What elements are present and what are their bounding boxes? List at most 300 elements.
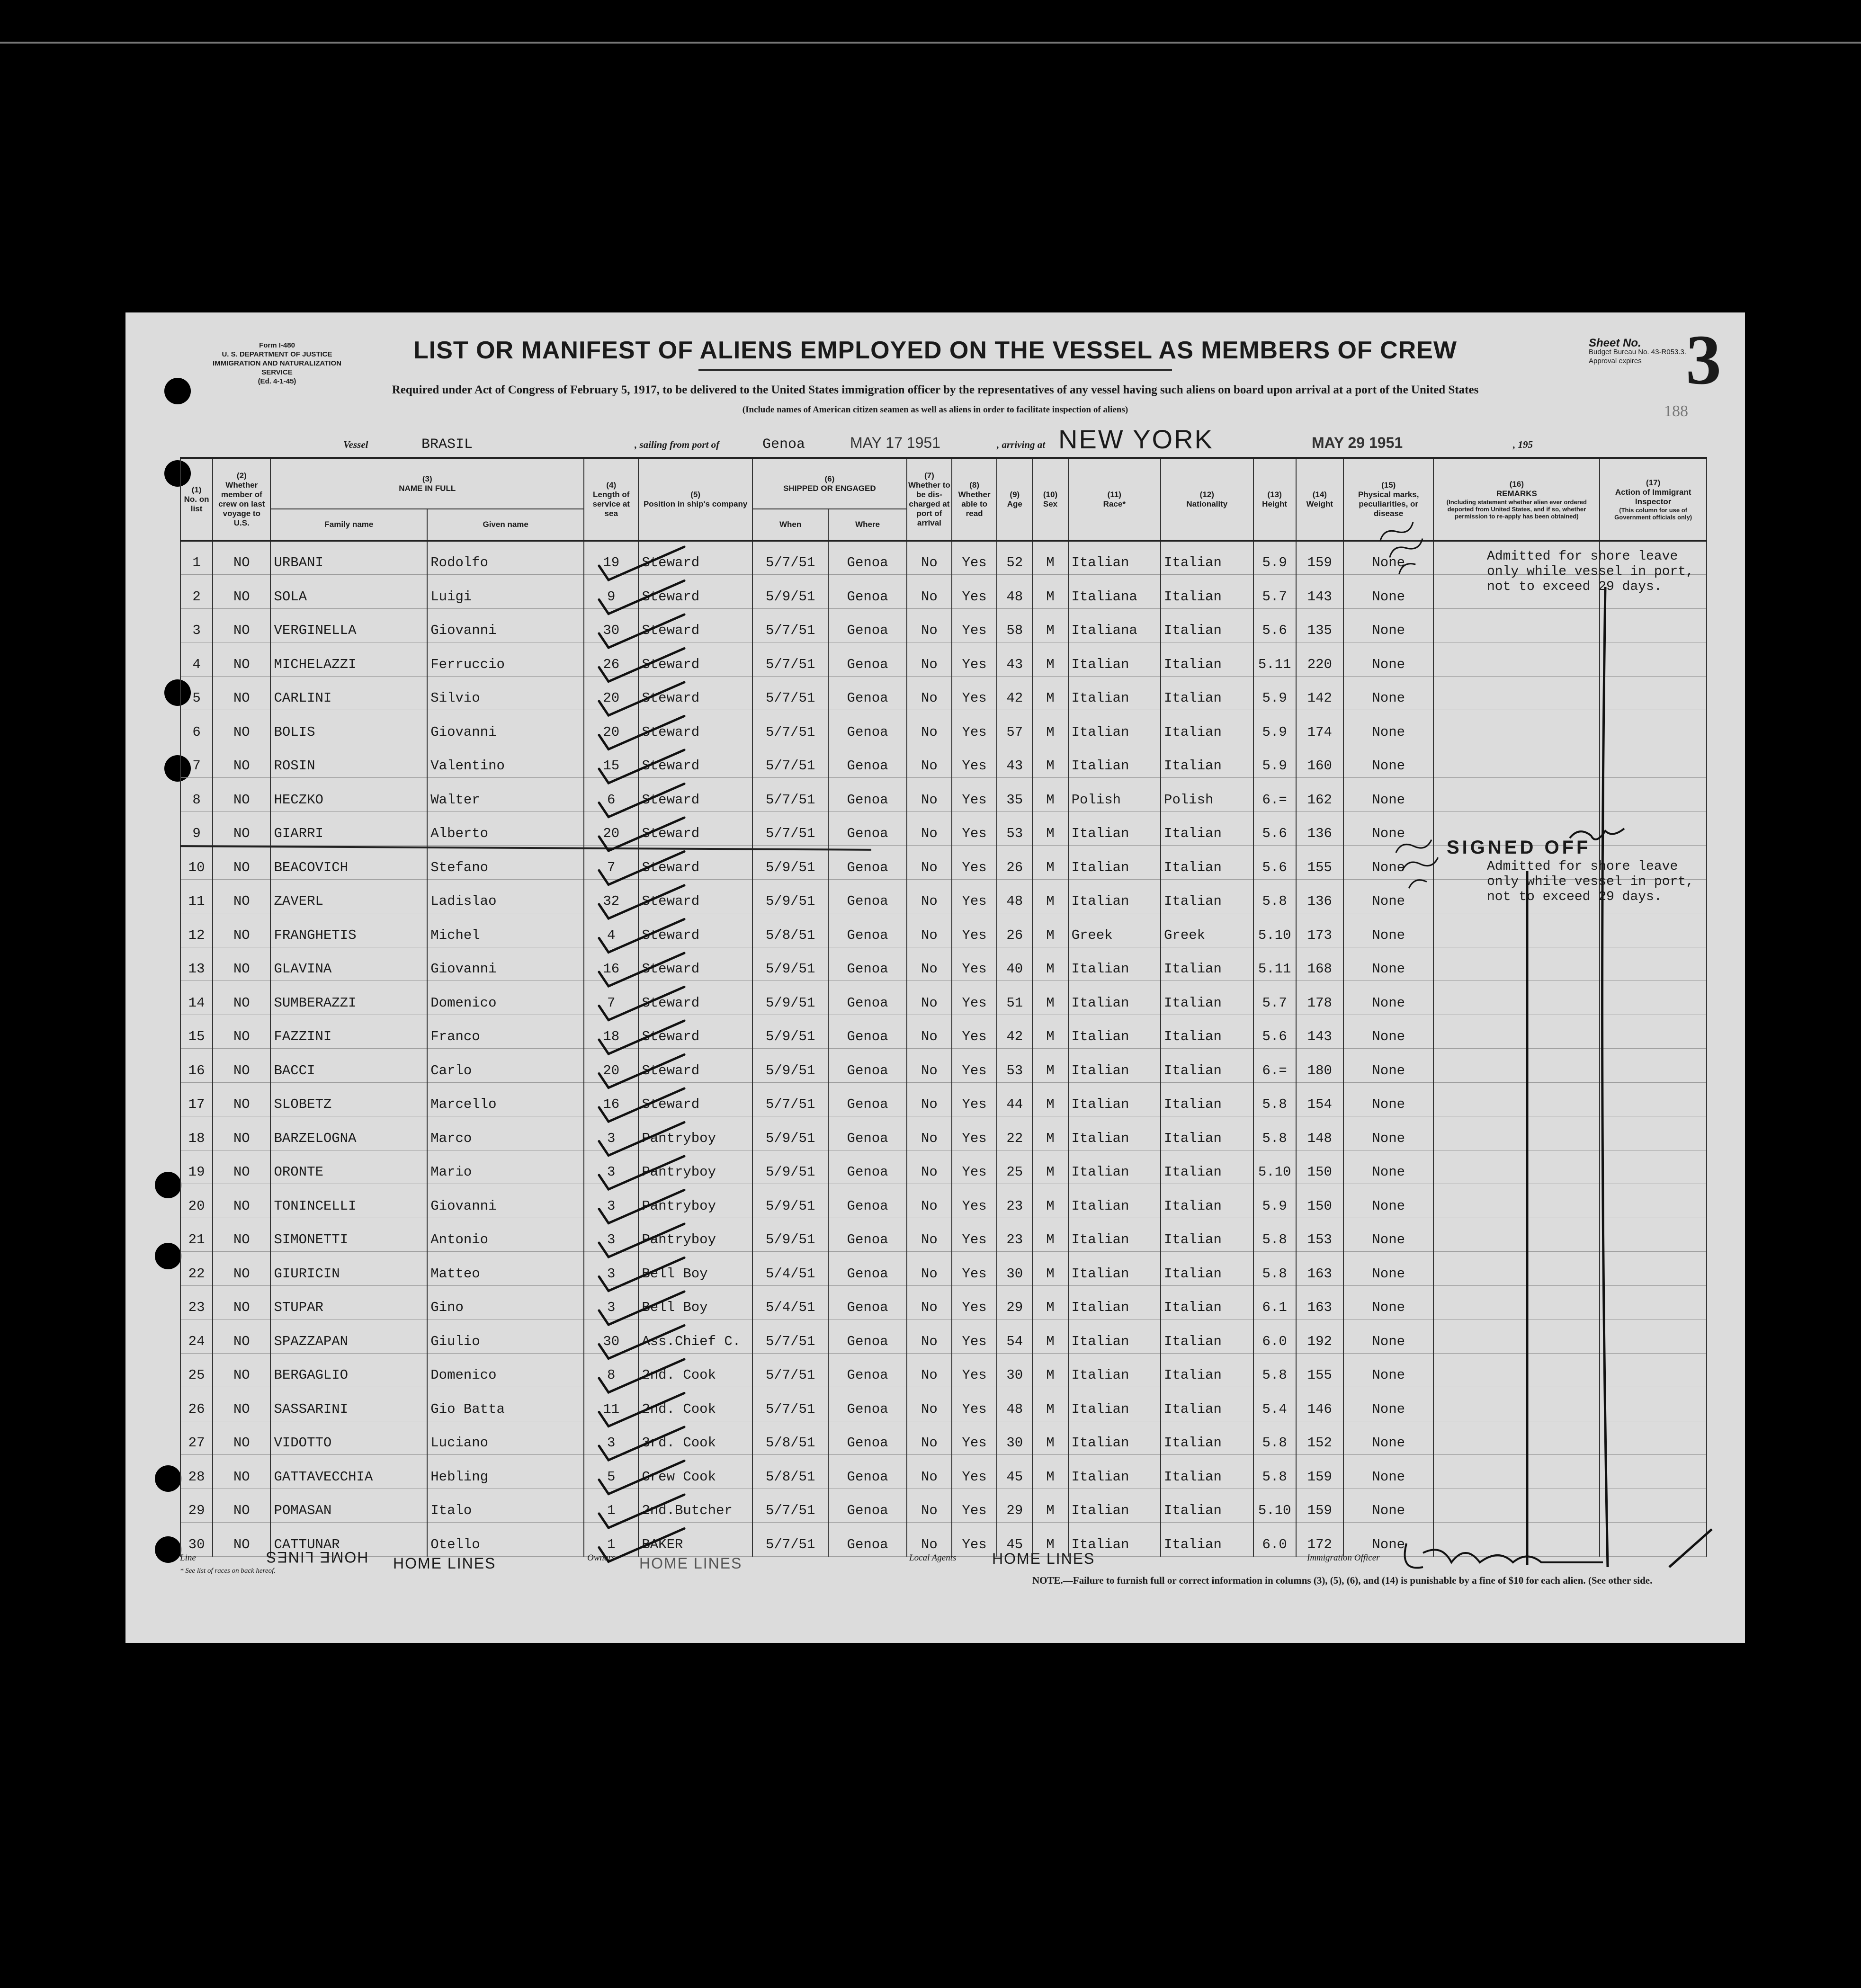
- row-number: 12: [180, 913, 213, 947]
- age: 45: [997, 1455, 1032, 1489]
- physical-marks: None: [1343, 947, 1433, 981]
- age: 53: [997, 811, 1032, 846]
- check-mark: [599, 1393, 684, 1426]
- height: 5.8: [1253, 1082, 1296, 1116]
- position: 2nd. Cook: [638, 1353, 752, 1387]
- row-number: 16: [180, 1049, 213, 1083]
- age: 29: [997, 1285, 1032, 1319]
- sex: M: [1032, 1353, 1068, 1387]
- family-name: BOLIS: [270, 710, 427, 744]
- check-mark: [599, 1021, 684, 1054]
- height: 5.9: [1253, 1184, 1296, 1218]
- shipped-where: Genoa: [828, 710, 906, 744]
- height: 5.7: [1253, 981, 1296, 1015]
- row-number: 9: [180, 811, 213, 846]
- height: 5.9: [1253, 676, 1296, 710]
- family-name: FRANGHETIS: [270, 913, 427, 947]
- shipped-when: 5/9/51: [752, 947, 828, 981]
- shipped-when: 5/9/51: [752, 1015, 828, 1049]
- weight: 153: [1296, 1218, 1343, 1252]
- shipped-where: Genoa: [828, 541, 906, 575]
- position: Steward: [638, 1049, 752, 1083]
- position: Ass.Chief C.: [638, 1319, 752, 1354]
- shipped-when: 5/7/51: [752, 710, 828, 744]
- row-number: 7: [180, 744, 213, 778]
- age: 48: [997, 879, 1032, 913]
- sex: M: [1032, 981, 1068, 1015]
- service-length: 3: [584, 1116, 638, 1150]
- discharged: No: [907, 1523, 952, 1557]
- shipped-when: 5/4/51: [752, 1285, 828, 1319]
- physical-marks: None: [1343, 1184, 1433, 1218]
- height: 5.8: [1253, 879, 1296, 913]
- shipped-where: Genoa: [828, 778, 906, 812]
- check-mark: [599, 1326, 684, 1359]
- check-mark: [599, 716, 684, 749]
- discharged: No: [907, 1015, 952, 1049]
- able-to-read: Yes: [952, 1218, 997, 1252]
- family-name: URBANI: [270, 541, 427, 575]
- shipped-when: 5/9/51: [752, 1116, 828, 1150]
- check-mark: [599, 1495, 684, 1528]
- weight: 178: [1296, 981, 1343, 1015]
- shipped-where: Genoa: [828, 1421, 906, 1455]
- shipped-when: 5/7/51: [752, 608, 828, 642]
- shipped-where: Genoa: [828, 947, 906, 981]
- able-to-read: Yes: [952, 846, 997, 880]
- family-name: SOLA: [270, 575, 427, 609]
- able-to-read: Yes: [952, 1285, 997, 1319]
- race: Italian: [1068, 1184, 1161, 1218]
- form-number: Form I-480: [259, 341, 295, 349]
- able-to-read: Yes: [952, 1353, 997, 1387]
- race: Italian: [1068, 1015, 1161, 1049]
- height: 6.=: [1253, 1049, 1296, 1083]
- col-sex-header: (10) Sex: [1032, 458, 1068, 541]
- sex: M: [1032, 608, 1068, 642]
- weight: 155: [1296, 1353, 1343, 1387]
- service-length: 20: [584, 710, 638, 744]
- shipped-when: 5/7/51: [752, 1082, 828, 1116]
- given-name: Rodolfo: [427, 541, 584, 575]
- check-mark: [599, 919, 684, 953]
- age: 29: [997, 1489, 1032, 1523]
- age: 44: [997, 1082, 1032, 1116]
- position: 2nd.Butcher: [638, 1489, 752, 1523]
- member-status: NO: [213, 1252, 270, 1286]
- shipped-where: Genoa: [828, 642, 906, 677]
- height: 5.6: [1253, 846, 1296, 880]
- row-number: 2: [180, 575, 213, 609]
- col-given-header: Given name: [427, 509, 584, 541]
- position: Steward: [638, 710, 752, 744]
- race: Italian: [1068, 744, 1161, 778]
- service-length: 20: [584, 676, 638, 710]
- shipped-where: Genoa: [828, 1082, 906, 1116]
- physical-marks: None: [1343, 1523, 1433, 1557]
- shipped-when: 5/4/51: [752, 1252, 828, 1286]
- weight: 154: [1296, 1082, 1343, 1116]
- weight: 136: [1296, 879, 1343, 913]
- shipped-when: 5/7/51: [752, 778, 828, 812]
- member-status: NO: [213, 913, 270, 947]
- age: 54: [997, 1319, 1032, 1354]
- remark-shore-leave-1: Admitted for shore leave only while vessel in port, not to exceed 29 days.: [1487, 549, 1694, 594]
- position: Pantryboy: [638, 1218, 752, 1252]
- check-mark: [599, 750, 684, 783]
- check-mark: [599, 852, 684, 885]
- age: 26: [997, 846, 1032, 880]
- able-to-read: Yes: [952, 1523, 997, 1557]
- discharged: No: [907, 1285, 952, 1319]
- family-name: BACCI: [270, 1049, 427, 1083]
- discharged: No: [907, 710, 952, 744]
- able-to-read: Yes: [952, 710, 997, 744]
- nationality: Italian: [1161, 1353, 1253, 1387]
- sex: M: [1032, 1387, 1068, 1421]
- row-number: 13: [180, 947, 213, 981]
- given-name: Giovanni: [427, 608, 584, 642]
- member-status: NO: [213, 1421, 270, 1455]
- given-name: Ferruccio: [427, 642, 584, 677]
- member-status: NO: [213, 1353, 270, 1387]
- given-name: Gino: [427, 1285, 584, 1319]
- member-status: NO: [213, 1184, 270, 1218]
- family-name: SUMBERAZZI: [270, 981, 427, 1015]
- weight: 174: [1296, 710, 1343, 744]
- service-length: 9: [584, 575, 638, 609]
- family-name: ZAVERL: [270, 879, 427, 913]
- row-number: 3: [180, 608, 213, 642]
- sex: M: [1032, 1218, 1068, 1252]
- race: Italiana: [1068, 575, 1161, 609]
- check-mark: [599, 649, 684, 682]
- service-length: 20: [584, 1049, 638, 1083]
- check-mark: [599, 1156, 684, 1189]
- family-name: STUPAR: [270, 1285, 427, 1319]
- nationality: Italian: [1161, 981, 1253, 1015]
- nationality: Italian: [1161, 1184, 1253, 1218]
- sex: M: [1032, 1285, 1068, 1319]
- shipped-when: 5/7/51: [752, 1523, 828, 1557]
- sex: M: [1032, 846, 1068, 880]
- col-action-header: (17) Action of Immigrant Inspector (This column for use of Government officials only): [1600, 458, 1707, 541]
- height: 6.=: [1253, 778, 1296, 812]
- shipped-when: 5/7/51: [752, 1353, 828, 1387]
- race: Italian: [1068, 642, 1161, 677]
- sex: M: [1032, 1489, 1068, 1523]
- sex: M: [1032, 1184, 1068, 1218]
- shipped-when: 5/7/51: [752, 811, 828, 846]
- col-name-header: (3) NAME IN FULL: [270, 458, 584, 509]
- physical-marks: None: [1343, 879, 1433, 913]
- row-number: 23: [180, 1285, 213, 1319]
- shipped-when: 5/7/51: [752, 1387, 828, 1421]
- position: Steward: [638, 541, 752, 575]
- family-name: BEACOVICH: [270, 846, 427, 880]
- member-status: NO: [213, 778, 270, 812]
- height: 6.1: [1253, 1285, 1296, 1319]
- shipped-where: Genoa: [828, 1184, 906, 1218]
- given-name: Giulio: [427, 1319, 584, 1354]
- race: Italiana: [1068, 608, 1161, 642]
- service-length: 6: [584, 778, 638, 812]
- shipped-where: Genoa: [828, 1455, 906, 1489]
- able-to-read: Yes: [952, 1387, 997, 1421]
- position: Steward: [638, 811, 752, 846]
- weight: 163: [1296, 1252, 1343, 1286]
- vessel-name: BRASIL: [421, 437, 473, 453]
- age: 42: [997, 676, 1032, 710]
- sailing-label: , sailing from port of: [635, 439, 720, 450]
- able-to-read: Yes: [952, 575, 997, 609]
- family-name: GIURICIN: [270, 1252, 427, 1286]
- given-name: Giovanni: [427, 1184, 584, 1218]
- shipped-when: 5/7/51: [752, 1319, 828, 1354]
- service-length: 3: [584, 1184, 638, 1218]
- physical-marks: None: [1343, 1319, 1433, 1354]
- able-to-read: Yes: [952, 778, 997, 812]
- nationality: Italian: [1161, 575, 1253, 609]
- family-name: BARZELOGNA: [270, 1116, 427, 1150]
- member-status: NO: [213, 811, 270, 846]
- race: Italian: [1068, 1150, 1161, 1184]
- check-mark: [599, 953, 684, 986]
- discharged: No: [907, 1252, 952, 1286]
- given-name: Matteo: [427, 1252, 584, 1286]
- nationality: Italian: [1161, 1455, 1253, 1489]
- check-mark: [599, 682, 684, 715]
- shipped-where: Genoa: [828, 676, 906, 710]
- height: 5.8: [1253, 1353, 1296, 1387]
- age: 48: [997, 575, 1032, 609]
- age: 26: [997, 913, 1032, 947]
- weight: 159: [1296, 1489, 1343, 1523]
- service-length: 7: [584, 846, 638, 880]
- member-status: NO: [213, 846, 270, 880]
- nationality: Italian: [1161, 1285, 1253, 1319]
- member-status: NO: [213, 1285, 270, 1319]
- age: 51: [997, 981, 1032, 1015]
- weight: 136: [1296, 811, 1343, 846]
- service-length: 7: [584, 981, 638, 1015]
- service-length: 11: [584, 1387, 638, 1421]
- discharged: No: [907, 1421, 952, 1455]
- able-to-read: Yes: [952, 1150, 997, 1184]
- shipped-where: Genoa: [828, 811, 906, 846]
- physical-marks: None: [1343, 1421, 1433, 1455]
- weight: 162: [1296, 778, 1343, 812]
- officer-label: Immigration Officer: [1307, 1553, 1380, 1563]
- service-length: 18: [584, 1015, 638, 1049]
- discharged: No: [907, 1319, 952, 1354]
- row-number: 19: [180, 1150, 213, 1184]
- shipped-when: 5/7/51: [752, 541, 828, 575]
- sex: M: [1032, 1421, 1068, 1455]
- row-number: 17: [180, 1082, 213, 1116]
- discharged: No: [907, 1150, 952, 1184]
- row-number: 26: [180, 1387, 213, 1421]
- col-age-header: (9) Age: [997, 458, 1032, 541]
- weight: 135: [1296, 608, 1343, 642]
- race: Italian: [1068, 1523, 1161, 1557]
- family-name: ORONTE: [270, 1150, 427, 1184]
- col-no-header: (1) No. on list: [180, 458, 213, 541]
- shipped-where: Genoa: [828, 913, 906, 947]
- nationality: Italian: [1161, 1150, 1253, 1184]
- col-race-header: (11) Race*: [1068, 458, 1161, 541]
- page-title: LIST OR MANIFEST OF ALIENS EMPLOYED ON THE VESSEL AS MEMBERS OF CREW: [413, 337, 1457, 364]
- nationality: Italian: [1161, 642, 1253, 677]
- height: 5.11: [1253, 642, 1296, 677]
- physical-marks: None: [1343, 1082, 1433, 1116]
- position: Steward: [638, 575, 752, 609]
- height: 5.7: [1253, 575, 1296, 609]
- shipped-when: 5/9/51: [752, 846, 828, 880]
- row-number: 6: [180, 710, 213, 744]
- position: Steward: [638, 778, 752, 812]
- marginal-note: [1378, 518, 1432, 574]
- page-subnote: (Include names of American citizen seamen as well as aliens in order to facilitate inspection of aliens): [742, 405, 1128, 415]
- service-length: 3: [584, 1150, 638, 1184]
- given-name: Antonio: [427, 1218, 584, 1252]
- weight: 142: [1296, 676, 1343, 710]
- check-mark: [599, 1461, 684, 1494]
- family-name: CARLINI: [270, 676, 427, 710]
- position: Pantryboy: [638, 1150, 752, 1184]
- age: 43: [997, 642, 1032, 677]
- race: Italian: [1068, 947, 1161, 981]
- race: Italian: [1068, 879, 1161, 913]
- member-status: NO: [213, 1319, 270, 1354]
- given-name: Domenico: [427, 1353, 584, 1387]
- shipped-where: Genoa: [828, 744, 906, 778]
- service-length: 5: [584, 1455, 638, 1489]
- family-name: SASSARINI: [270, 1387, 427, 1421]
- top-scan-line: [0, 42, 1861, 44]
- shipped-when: 5/9/51: [752, 981, 828, 1015]
- budget-bureau: Budget Bureau No. 43-R053.3.: [1589, 348, 1686, 356]
- height: 5.8: [1253, 1455, 1296, 1489]
- able-to-read: Yes: [952, 811, 997, 846]
- race: Italian: [1068, 1049, 1161, 1083]
- given-name: Marcello: [427, 1082, 584, 1116]
- shipped-where: Genoa: [828, 981, 906, 1015]
- footer-note: NOTE.—Failure to furnish full or correct information in columns (3), (5), (6), and (14) is punishable by a fine of $10 for each alien. (See other side.: [1032, 1575, 1653, 1586]
- age: 43: [997, 744, 1032, 778]
- shipped-where: Genoa: [828, 1150, 906, 1184]
- col-discharged-header: (7) Whether to be dis-charged at port of arrival: [907, 458, 952, 541]
- agents-value: HOME LINES: [992, 1550, 1095, 1567]
- member-status: NO: [213, 575, 270, 609]
- given-name: Giovanni: [427, 710, 584, 744]
- race: Polish: [1068, 778, 1161, 812]
- able-to-read: Yes: [952, 913, 997, 947]
- physical-marks: None: [1343, 778, 1433, 812]
- line-value-stamp: HOME LINES: [393, 1555, 496, 1572]
- sex: M: [1032, 1252, 1068, 1286]
- nationality: Italian: [1161, 676, 1253, 710]
- nationality: Italian: [1161, 1049, 1253, 1083]
- arrival-date-stamp: MAY 29 1951: [1312, 434, 1403, 451]
- age: 35: [997, 778, 1032, 812]
- physical-marks: None: [1343, 981, 1433, 1015]
- check-mark: [599, 1088, 684, 1122]
- weight: 148: [1296, 1116, 1343, 1150]
- shipped-where: Genoa: [828, 1489, 906, 1523]
- able-to-read: Yes: [952, 1319, 997, 1354]
- sex: M: [1032, 1015, 1068, 1049]
- given-name: Marco: [427, 1116, 584, 1150]
- position: Steward: [638, 642, 752, 677]
- race: Italian: [1068, 1319, 1161, 1354]
- page-number: 188: [1664, 402, 1688, 420]
- age: 30: [997, 1421, 1032, 1455]
- age: 23: [997, 1218, 1032, 1252]
- family-name: GATTAVECCHIA: [270, 1455, 427, 1489]
- weight: 163: [1296, 1285, 1343, 1319]
- age: 58: [997, 608, 1032, 642]
- discharged: No: [907, 778, 952, 812]
- family-name: TONINCELLI: [270, 1184, 427, 1218]
- family-name: FAZZINI: [270, 1015, 427, 1049]
- shipped-where: Genoa: [828, 608, 906, 642]
- height: 5.6: [1253, 1015, 1296, 1049]
- member-status: NO: [213, 1489, 270, 1523]
- race: Italian: [1068, 541, 1161, 575]
- able-to-read: Yes: [952, 1184, 997, 1218]
- member-status: NO: [213, 947, 270, 981]
- sailing-port: Genoa: [762, 437, 805, 453]
- given-name: Walter: [427, 778, 584, 812]
- height: 5.4: [1253, 1387, 1296, 1421]
- able-to-read: Yes: [952, 1082, 997, 1116]
- physical-marks: None: [1343, 1049, 1433, 1083]
- given-name: Ladislao: [427, 879, 584, 913]
- shipped-where: Genoa: [828, 1116, 906, 1150]
- nationality: Italian: [1161, 879, 1253, 913]
- given-name: Giovanni: [427, 947, 584, 981]
- position: Crew Cook: [638, 1455, 752, 1489]
- shipped-when: 5/9/51: [752, 879, 828, 913]
- member-status: NO: [213, 981, 270, 1015]
- department-name: U. S. DEPARTMENT OF JUSTICE: [222, 350, 332, 358]
- age: 23: [997, 1184, 1032, 1218]
- member-status: NO: [213, 1150, 270, 1184]
- discharged: No: [907, 1455, 952, 1489]
- physical-marks: None: [1343, 811, 1433, 846]
- agents-label: Local Agents: [909, 1553, 957, 1563]
- manifest-sheet: [125, 312, 1745, 1643]
- age: 30: [997, 1353, 1032, 1387]
- race: Italian: [1068, 1353, 1161, 1387]
- check-mark: [599, 547, 684, 580]
- race: Italian: [1068, 1285, 1161, 1319]
- weight: 143: [1296, 1015, 1343, 1049]
- discharged: No: [907, 1049, 952, 1083]
- nationality: Italian: [1161, 744, 1253, 778]
- weight: 172: [1296, 1523, 1343, 1557]
- nationality: Italian: [1161, 541, 1253, 575]
- position: Steward: [638, 1015, 752, 1049]
- height: 6.0: [1253, 1319, 1296, 1354]
- discharged: No: [907, 846, 952, 880]
- discharged: No: [907, 541, 952, 575]
- check-mark: [599, 1055, 684, 1088]
- family-name: BERGAGLIO: [270, 1353, 427, 1387]
- weight: 150: [1296, 1150, 1343, 1184]
- form-edition: (Ed. 4-1-45): [258, 377, 296, 385]
